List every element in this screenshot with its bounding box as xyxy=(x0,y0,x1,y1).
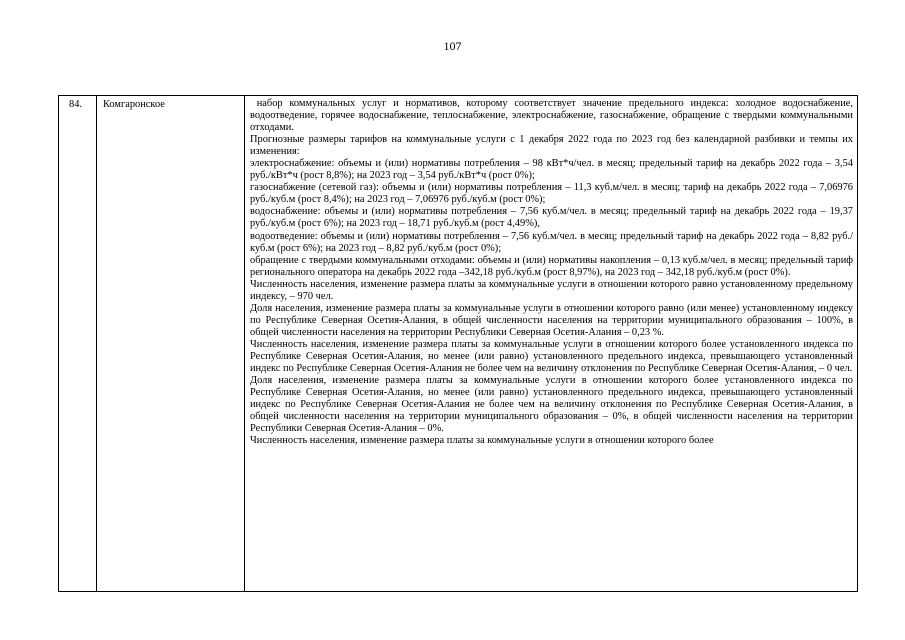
paragraph-forecast-intro: Прогнозные размеры тарифов на коммунальные услуги с 1 декабря 2022 года по 2023 год без календарной разбивки и темпы их изменения: xyxy=(250,134,853,158)
municipality-name: Комгаронское xyxy=(97,96,245,592)
paragraph-population-equal: Численность населения, изменение размера платы за коммунальные услуги в отношении которого равно установленному предельному индексу, – 970 чел. xyxy=(250,278,853,302)
page-number: 107 xyxy=(443,39,462,53)
paragraph-gas: газоснабжение (сетевой газ): объемы и (или) нормативы потребления – 11,3 куб.м/чел. в месяц; тариф на декабрь 2022 года – 7,06976 руб./куб.м (рост 8,4%); на 2023 год – 7,06976 руб./куб.м (рост 0%); xyxy=(250,182,853,206)
row-number: 84. xyxy=(59,96,97,592)
paragraph-utility-set: набор коммунальных услуг и нормативов, которому соответствует значение предельного индекса: холодное водоснабжение, водоотведение, горячее водоснабжение, теплоснабжение, электроснабжение, газоснабжение, обращение с твердыми коммунальными отходами. xyxy=(250,98,853,134)
paragraph-share-above: Доля населения, изменение размера платы за коммунальные услуги в отношении которого более установленного индекса по Республике Северная Осетия-Алания, но менее (или равно) установленного предельного индекса, превышающего установленный индекс по Республике Северная Осетия-Алания не более чем на величину отклонения по Республике Северная Осетия-Алания, в общей численности населения на территории муниципального образования – 0%, в общей численности населения на территории Республики Северная Осетия-Алания – 0%. xyxy=(250,375,853,435)
paragraph-wastewater: водоотведение: объемы и (или) нормативы потребления – 7,56 куб.м/чел. в месяц; предельный тариф на декабрь 2022 года – 8,82 руб./куб.м (рост 6%); на 2023 год – 8,82 руб./куб.м (рост 0%); xyxy=(250,230,853,254)
paragraph-solid-waste: обращение с твердыми коммунальными отходами: объемы и (или) нормативы накопления – 0,13 куб.м/чел. в месяц; предельный тариф регионального оператора на декабрь 2022 года –342,18 руб./куб.м (рост 8,97%), на 2023 год – 342,18 руб./куб.м (рост 0%). xyxy=(250,254,853,278)
paragraph-electricity: электроснабжение: объемы и (или) нормативы потребления – 98 кВт*ч/чел. в месяц; предельный тариф на декабрь 2022 года – 3,54 руб./кВт*ч (рост 8,8%); на 2023 год – 3,54 руб./кВт*ч (рост 0%); xyxy=(250,158,853,182)
description-cell xyxy=(245,96,858,592)
municipality-table xyxy=(58,95,858,592)
paragraph-population-more: Численность населения, изменение размера платы за коммунальные услуги в отношении которого более xyxy=(250,435,714,447)
paragraph-water-supply: водоснабжение: объемы и (или) нормативы потребления – 7,56 куб.м/чел. в месяц; предельный тариф на декабрь 2022 года – 19,37 руб./куб.м (рост 6%); на 2023 год – 18,71 руб./куб.м (рост 4,49%), xyxy=(250,206,853,230)
paragraph-share-equal: Доля населения, изменение размера платы за коммунальные услуги в отношении которого равно (или менее) установленному индексу по Республике Северная Осетия-Алания, в общей численности населения на территории муниципального образования – 100%, в общей численности населения на территории Республики Северная Осетия-Алания – 0,23 %. xyxy=(250,302,853,338)
table-row xyxy=(59,96,858,592)
paragraph-population-above: Численность населения, изменение размера платы за коммунальные услуги в отношении которого более установленного индекса по Республике Северная Осетия-Алания, но менее (или равно) установленного предельного индекса, превышающего установленный индекс по Республике Северная Осетия-Алания не более чем на величину отклонения по Республике Северная Осетия-Алания, – 0 чел. xyxy=(250,338,853,375)
